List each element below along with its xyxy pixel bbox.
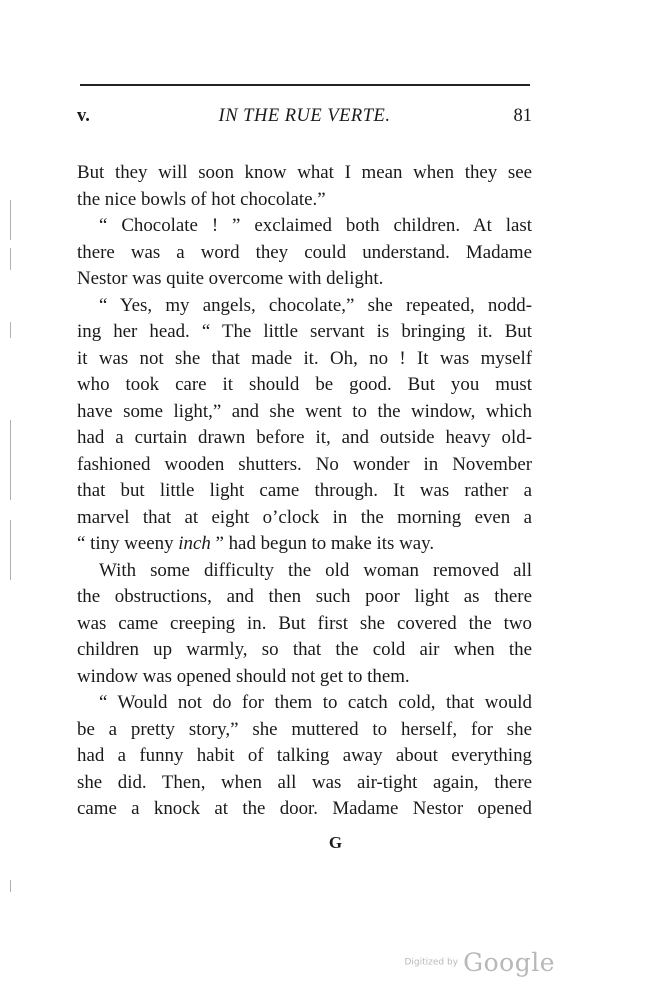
text-line: was came creeping in. But first she covered the two	[77, 612, 532, 634]
text-line	[77, 531, 532, 558]
running-header	[77, 106, 532, 136]
google-logo: Google	[463, 948, 555, 977]
scan-artifact	[10, 880, 11, 892]
scan-artifact	[10, 520, 11, 580]
text-fragment: “ tiny weeny	[77, 533, 179, 554]
scan-artifact	[10, 200, 11, 240]
scan-artifact	[10, 248, 11, 270]
text-line: it was not she that made it. Oh, no ! It was myself	[77, 347, 532, 369]
header-rule	[80, 84, 530, 86]
text-line: came a knock at the door. Madame Nestor opened	[77, 798, 532, 819]
text-line: marvel that at eight o’clock in the morning even a	[77, 506, 532, 528]
text-line: who took care it should be good. But you must	[77, 374, 532, 395]
text-line: window was opened should not get to them.	[77, 665, 410, 687]
chapter-number: v.	[77, 106, 90, 126]
scan-artifact	[10, 322, 11, 338]
text-line: she did. Then, when all was air-tight again, there	[77, 771, 532, 793]
italic-word: inch	[178, 533, 211, 554]
text-line: But they will soon know what I mean when they see	[77, 162, 532, 183]
text-line: “ Chocolate ! ” exclaimed both children. At last	[99, 215, 532, 236]
text-fragment: ” had begun to make its way.	[210, 533, 435, 554]
watermark-prefix: Digitized by	[404, 957, 459, 968]
scan-artifact	[10, 420, 11, 500]
text-line: With some difficulty the old woman removed all	[99, 559, 532, 581]
text-line: ing her head. “ The little servant is bringing it. But	[77, 321, 532, 342]
digitized-watermark	[404, 948, 555, 977]
text-line: Nestor was quite overcome with delight.	[77, 268, 384, 289]
text-line: there was a word they could understand. Madame	[77, 241, 532, 263]
text-line: “ Yes, my angels, chocolate,” she repeated, nodd-	[99, 294, 532, 316]
running-title: IN THE RUE VERTE.	[218, 106, 391, 126]
text-line: be a pretty story,” she muttered to herself, for she	[77, 718, 532, 740]
text-line: had a curtain drawn before it, and outside heavy old-	[77, 427, 532, 448]
signature-mark: G	[328, 833, 343, 852]
text-line: the obstructions, and then such poor light as there	[77, 586, 532, 607]
text-line: fashioned wooden shutters. No wonder in November	[77, 453, 532, 475]
body-text	[77, 160, 532, 823]
text-line: the nice bowls of hot chocolate.”	[77, 188, 326, 210]
text-line: children up warmly, so that the cold air when the	[77, 639, 532, 660]
text-line: “ Would not do for them to catch cold, that would	[99, 692, 532, 713]
text-line: had a funny habit of talking away about everything	[77, 745, 532, 766]
text-line: have some light,” and she went to the window, which	[77, 400, 532, 422]
text-line: that but little light came through. It was rather a	[77, 480, 532, 501]
page-number: 81	[513, 106, 532, 126]
